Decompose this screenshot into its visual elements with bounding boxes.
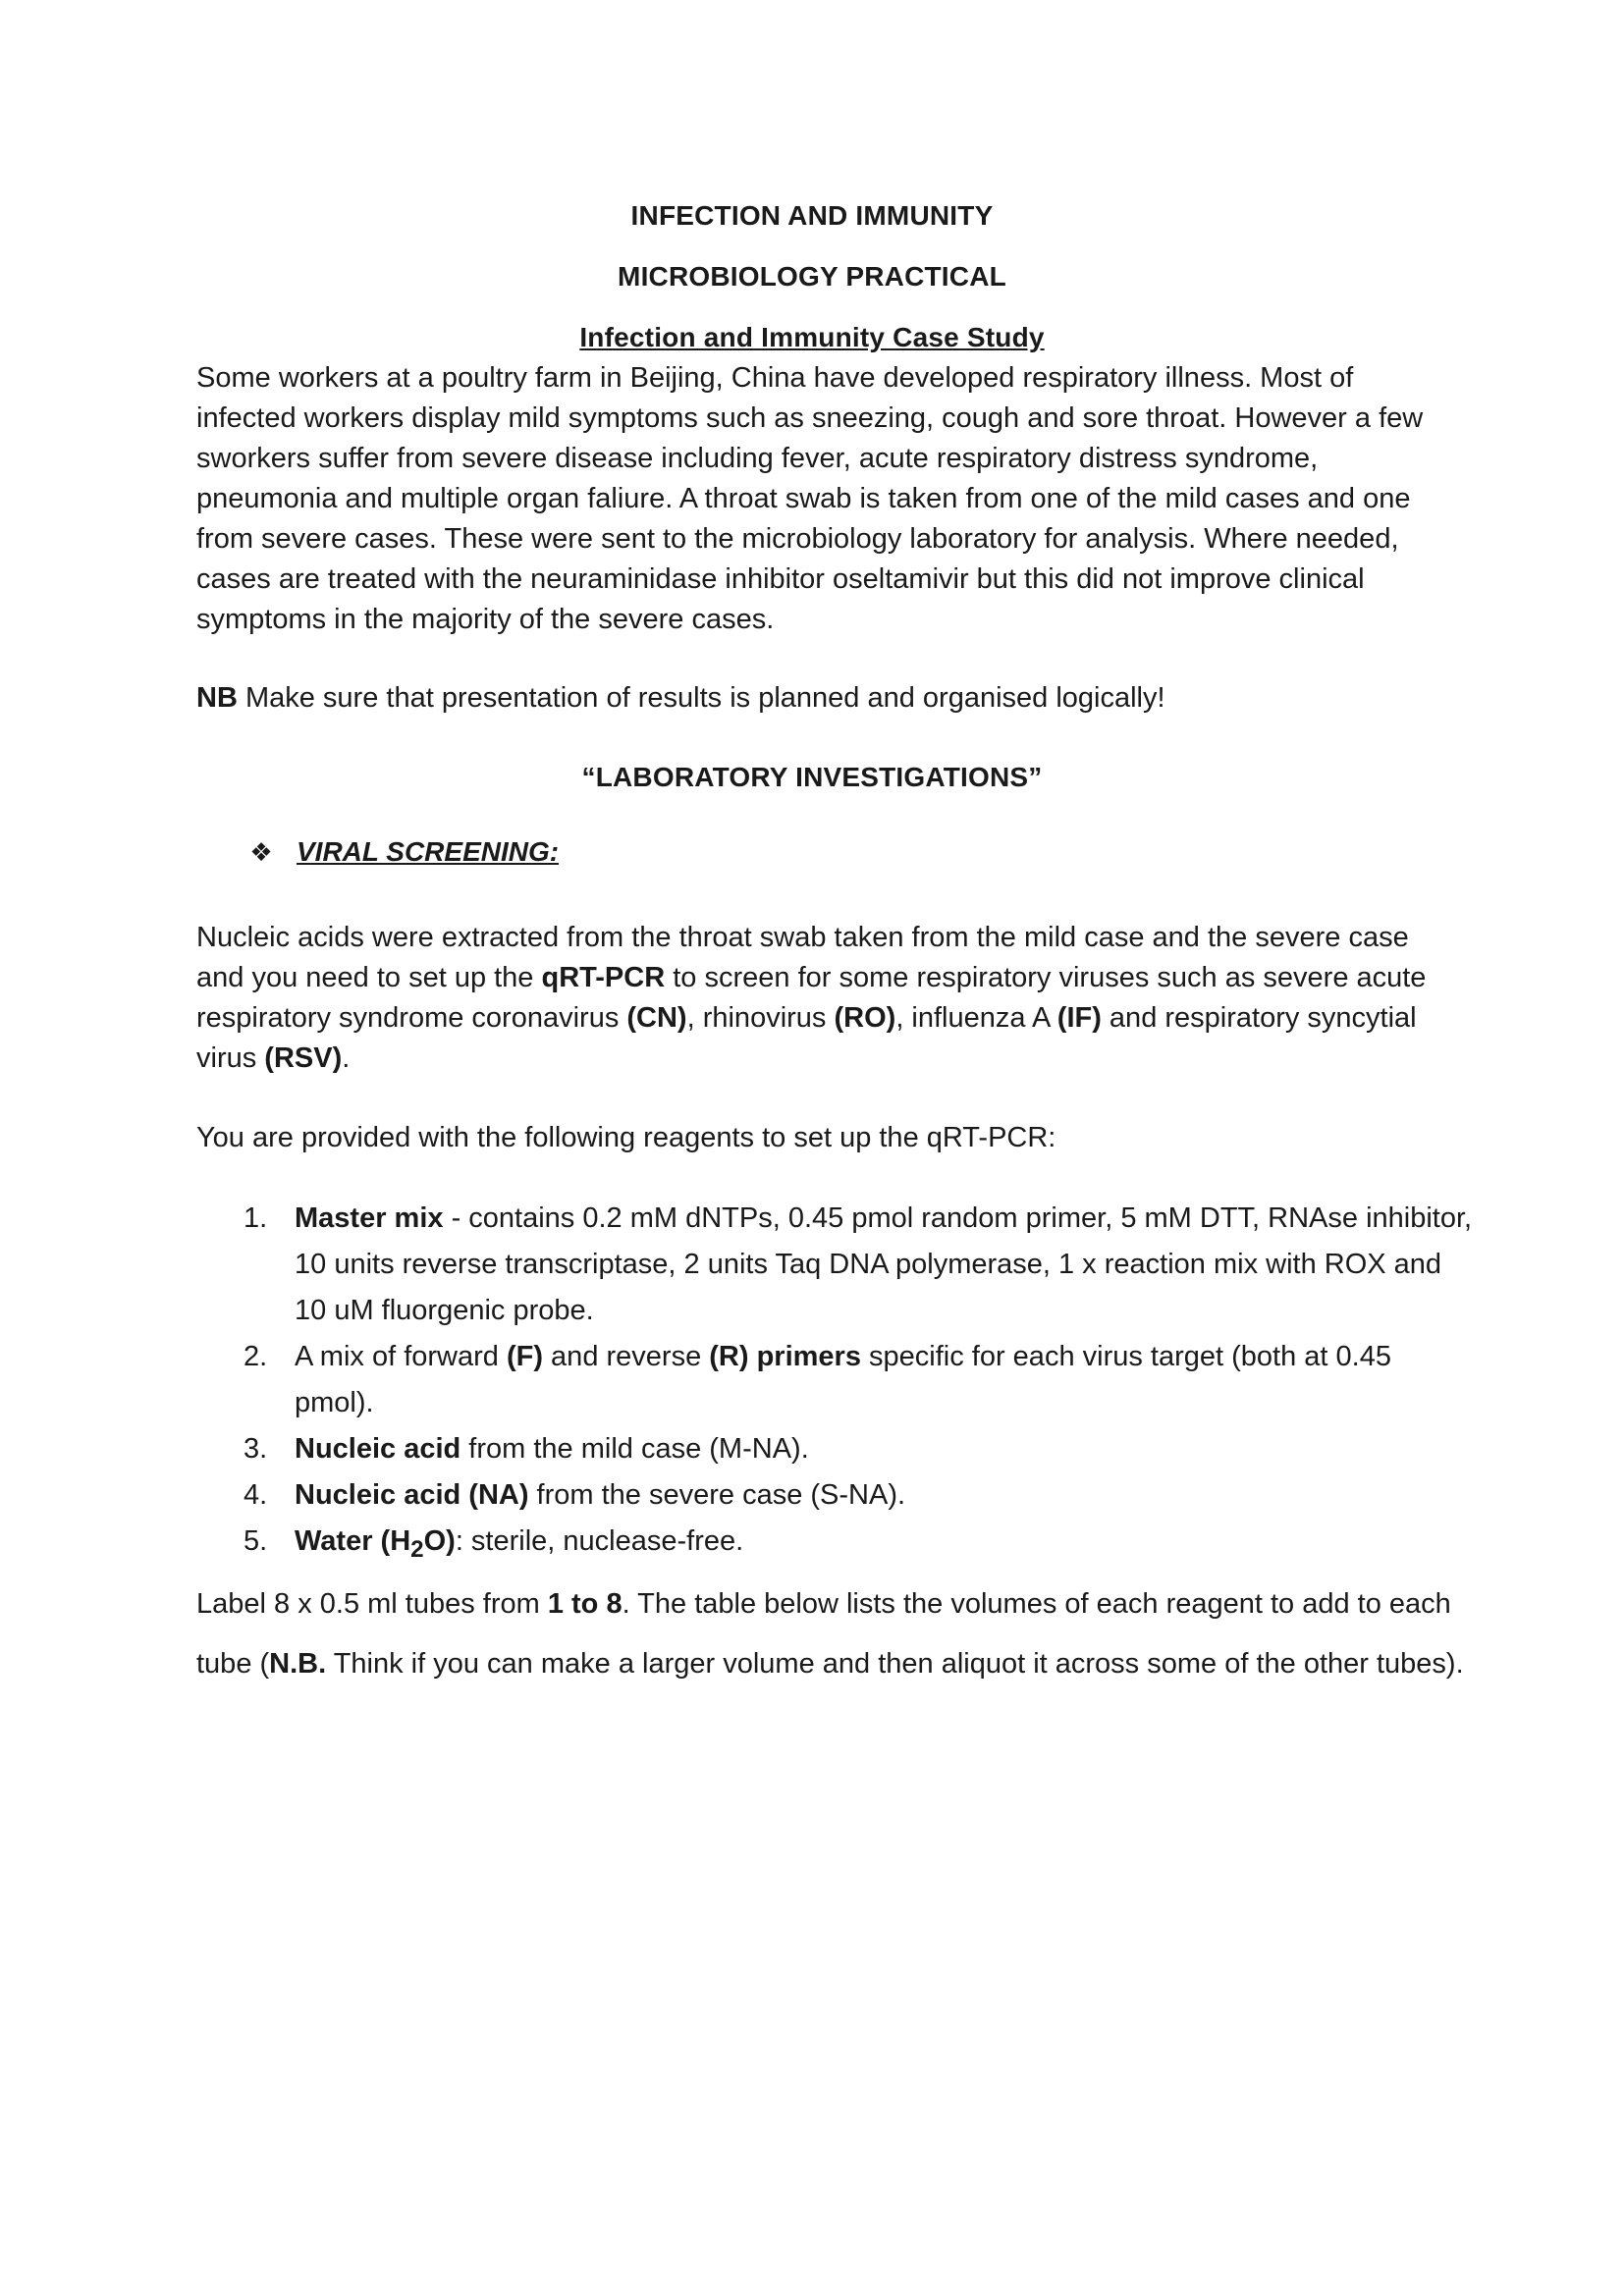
reagent-name: Nucleic acid — [295, 1433, 461, 1465]
list-number: 4. — [244, 1479, 268, 1511]
reagent-name: Water (H — [295, 1525, 411, 1557]
list-number: 2. — [244, 1341, 268, 1372]
reagent-text: : sterile, nuclease-free. — [455, 1525, 744, 1557]
list-item — [196, 1334, 1473, 1426]
cn-abbrev: (CN) — [626, 1002, 687, 1034]
list-item — [196, 1196, 1473, 1334]
viral-screening-heading — [245, 836, 559, 868]
reverse-primer-abbrev: (R) primers — [709, 1341, 861, 1372]
reagent-list — [196, 1196, 1473, 1573]
label-text-2: . The table below lists the volumes of each reagent to add to each tube ( — [196, 1588, 1451, 1680]
nucleic-text-5: and respiratory syncytial virus — [196, 1002, 1417, 1074]
nb-note — [196, 678, 1453, 719]
label-text-3: Think if you can make a larger volume and then aliquot it across some of the other tubes). — [326, 1648, 1464, 1680]
title-infection-immunity: INFECTION AND IMMUNITY — [630, 200, 994, 231]
nb-text: Make sure that presentation of results is planned and organised logically! — [237, 682, 1165, 714]
list-number: 1. — [244, 1202, 268, 1234]
label-text-1: Label 8 x 0.5 ml tubes from — [196, 1588, 548, 1620]
forward-primer-abbrev: (F) — [506, 1341, 543, 1372]
title-microbiology-practical: MICROBIOLOGY PRACTICAL — [618, 261, 1006, 292]
list-number: 3. — [244, 1433, 268, 1465]
reagent-text: - contains 0.2 mM dNTPs, 0.45 pmol random primer, 5 mM DTT, RNAse inhibitor, 10 units reverse transcriptase, 2 units Taq DNA polymerase, 1 x reaction mix with ROX and 10 uM fluorgenic probe. — [295, 1202, 1473, 1326]
if-abbrev: (IF) — [1056, 1002, 1102, 1034]
qrt-pcr-term: qRT-PCR — [541, 962, 666, 993]
reagent-name: Nucleic acid (NA) — [295, 1479, 529, 1511]
nucleic-text-4: , influenza A — [895, 1002, 1057, 1034]
nucleic-text-6: . — [342, 1042, 351, 1074]
four-diamond-bullet-icon: ❖ — [249, 836, 273, 867]
list-item — [196, 1426, 1473, 1472]
subscript-two: 2 — [410, 1535, 424, 1563]
nb-label: NB — [196, 682, 238, 714]
title-case-study — [0, 322, 1624, 353]
nucleic-text-2: to screen for some respiratory viruses such as severe acute respiratory syndrome coronavirus — [196, 962, 1427, 1034]
reagent-text: A mix of forward — [295, 1341, 507, 1372]
reagent-text: from the severe case (S-NA). — [528, 1479, 906, 1511]
reagent-text: and reverse — [543, 1341, 710, 1372]
reagent-text: from the mild case (M-NA). — [460, 1433, 809, 1465]
nucleic-text-1: Nucleic acids were extracted from the throat swab taken from the mild case and the severe case and you need to set up the — [196, 922, 1409, 993]
rsv-abbrev: (RSV) — [264, 1042, 343, 1074]
viral-screening-label: VIRAL SCREENING: — [297, 836, 560, 867]
laboratory-investigations-heading: “LABORATORY INVESTIGATIONS” — [581, 762, 1043, 792]
label-tubes-paragraph — [196, 1575, 1473, 1694]
reagent-name-end: O) — [423, 1525, 456, 1557]
nucleic-acid-paragraph — [196, 918, 1453, 1079]
nucleic-text-3: , rhinovirus — [686, 1002, 835, 1034]
list-number: 5. — [244, 1525, 268, 1557]
ro-abbrev: (RO) — [834, 1002, 896, 1034]
reagent-text: specific for each virus target (both at 0.45 pmol). — [295, 1341, 1391, 1418]
case-study-label: Infection and Immunity Case Study — [579, 322, 1045, 352]
reagent-name: Master mix — [295, 1202, 444, 1234]
list-item — [196, 1519, 1473, 1573]
nb-abbrev: N.B. — [269, 1648, 327, 1680]
provided-reagents-line: You are provided with the following reagents to set up the qRT-PCR: — [196, 1122, 1056, 1153]
list-item — [196, 1472, 1473, 1519]
intro-paragraph: Some workers at a poultry farm in Beijing, China have developed respiratory illness. Most of infected workers display mild symptoms such as sneezing, cough and sore throat. However a few sworkers suffer from severe disease including fever, acute respiratory distress syndrome, pneumonia and multiple organ faliure. A throat swab is taken from one of the mild cases and one from severe cases. These were sent to the microbiology laboratory for analysis. Where needed, cases are treated with the neuraminidase inhibitor oseltamivir but this did not improve clinical symptoms in the majority of the severe cases. — [196, 362, 1424, 635]
tube-range: 1 to 8 — [547, 1588, 623, 1620]
